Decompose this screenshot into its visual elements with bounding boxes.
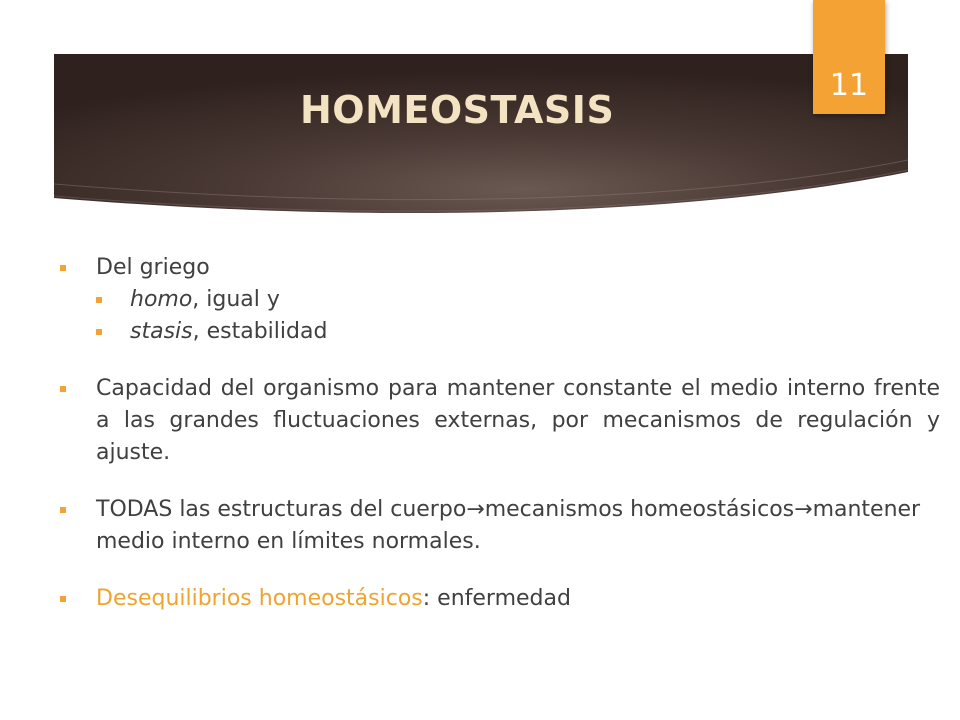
page-number: 11 xyxy=(829,68,869,103)
sub-bullet-homo xyxy=(60,284,940,316)
page-number-badge xyxy=(813,0,885,114)
bullet-capacidad xyxy=(60,373,940,469)
sub-bullet-text: , igual y xyxy=(192,287,280,312)
bullet-todas xyxy=(60,494,940,558)
bullet-text-part3: mantener medio interno en límites normales. xyxy=(96,497,921,554)
bullet-square-icon xyxy=(60,265,66,271)
bullet-text: : enfermedad xyxy=(422,586,571,611)
bullet-square-icon xyxy=(96,329,102,335)
bullet-desequilibrios xyxy=(60,583,940,615)
bullet-square-icon xyxy=(96,297,102,303)
slide-title: HOMEOSTASIS xyxy=(300,88,615,132)
bullet-text: Del griego xyxy=(96,255,210,280)
sub-bullet-stasis xyxy=(60,316,940,348)
bullet-del-griego xyxy=(60,252,940,284)
sub-bullet-text: , estabilidad xyxy=(192,319,328,344)
arrow-right-icon: → xyxy=(466,497,485,522)
bullet-text: Capacidad del organismo para mantener constante el medio interno frente a las grandes fluctuaciones externas, por mecanismos de regulación y ajuste. xyxy=(96,376,940,465)
bullet-square-icon xyxy=(60,507,66,513)
bullet-text-part1: TODAS las estructuras del cuerpo xyxy=(96,497,467,522)
highlight-term: Desequilibrios homeostásicos xyxy=(96,586,423,611)
slide-body xyxy=(60,252,940,615)
italic-term: homo xyxy=(130,287,193,312)
arrow-right-icon: → xyxy=(794,497,813,522)
bullet-text-part2: mecanismos homeostásicos xyxy=(484,497,795,522)
bullet-square-icon xyxy=(60,596,66,602)
bullet-square-icon xyxy=(60,386,66,392)
italic-term: stasis xyxy=(130,319,193,344)
